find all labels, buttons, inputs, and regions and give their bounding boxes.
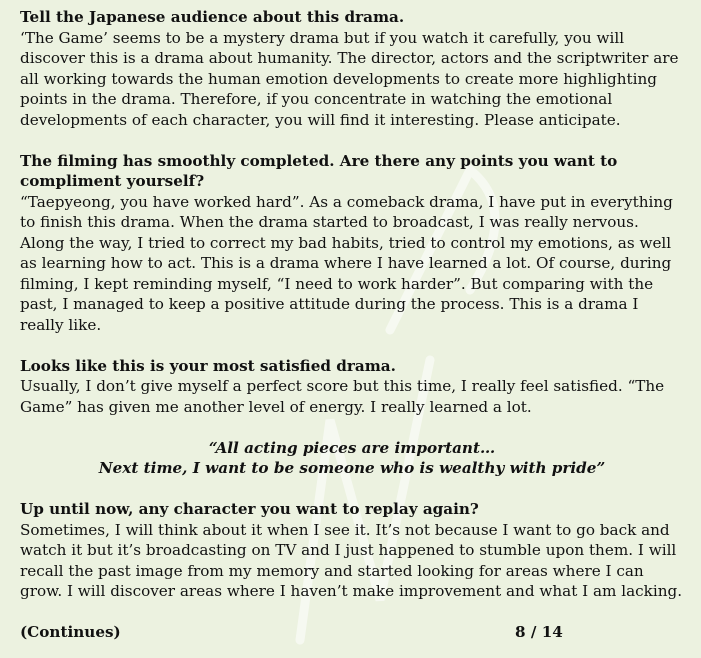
question-most-satisfied: Looks like this is your most satisfied drama.: [20, 356, 396, 375]
question-replay-character: Up until now, any character you want to replay again?: [20, 500, 479, 518]
page-footer: [20, 622, 684, 643]
question-japanese-audience: Tell the Japanese audience about this drama.: [20, 8, 405, 26]
continues-label: (Continues): [20, 623, 121, 641]
pull-quote: [20, 438, 684, 479]
question-filming-completed: The filming has smoothly completed. Are there any points you want to compliment yourself?: [20, 151, 618, 190]
pull-quote-line-1: “All acting pieces are important…: [208, 438, 496, 457]
page-number: 8 / 14: [515, 623, 563, 641]
answer-japanese-audience: ‘The Game’ seems to be a mystery drama but if you watch it carefully, you will discover this is a drama about humanity. The director, actors and the scriptwriter are all working towards the human emotion developments to create more highlighting points in the drama. Therefore, if you concentrate in watching the emotional developments of each character, you will find it interesting. Please anticipate.: [20, 28, 679, 129]
answer-filming-completed: “Taepyeong, you have worked hard”. As a comeback drama, I have put in everything to finish this drama. When the drama started to broadcast, I was really nervous. Along the way, I tried to correct my bad habits, tried to control my emotions, as well as learning how to act. This is a drama where I have learned a lot. Of course, during filming, I kept reminding myself, “I need to work harder”. But comparing with the past, I managed to keep a positive attitude during the process. This is a drama I really like.: [20, 192, 673, 334]
answer-replay-character: Sometimes, I will think about it when I see it. It’s not because I want to go back and watch it but it’s broadcasting on TV and I just happened to stumble upon them. I will recall the past image from my memory and started looking for areas where I can grow. I will discover areas where I haven’t make improvement and what I am lacking.: [20, 520, 683, 600]
answer-most-satisfied: Usually, I don’t give myself a perfect score but this time, I really feel satisfied. “The Game” has given me another level of energy. I really learned a lot.: [20, 377, 665, 416]
pull-quote-line-2: Next time, I want to be someone who is wealthy with pride”: [98, 459, 606, 477]
article-page: [20, 7, 684, 643]
